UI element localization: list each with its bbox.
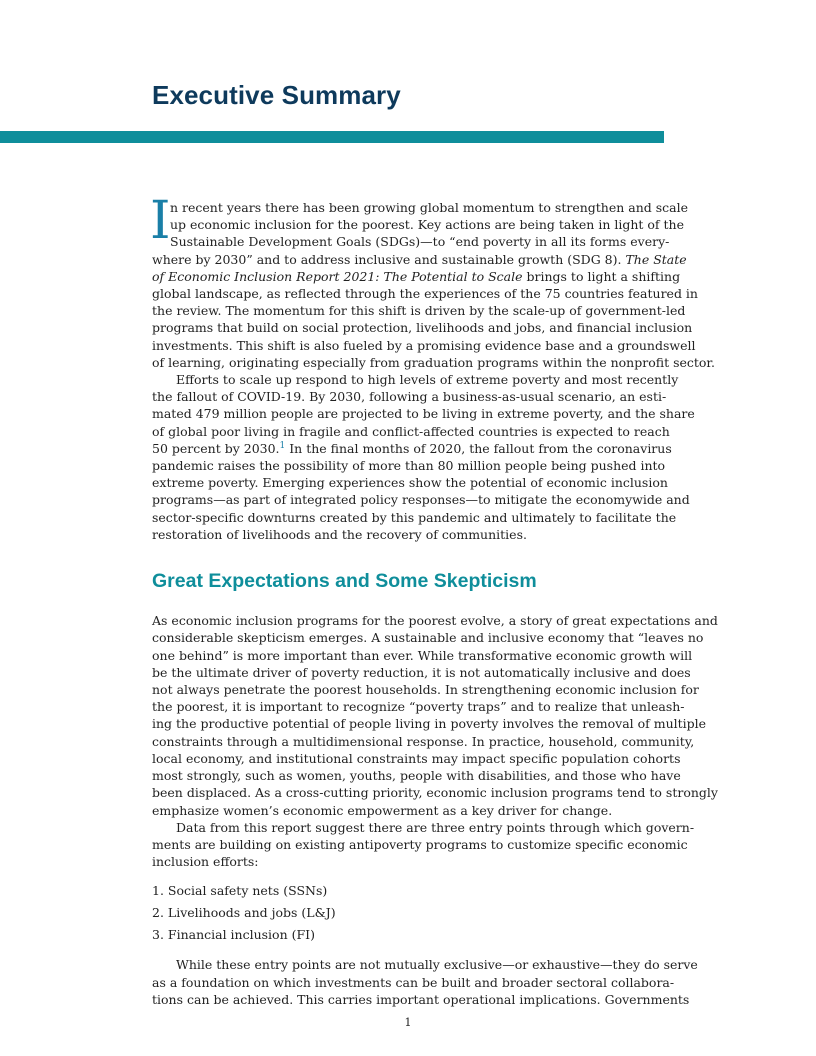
text-line: one behind” is more important than ever. While transformative economic growth will (152, 647, 693, 663)
text-line: up economic inclusion for the poorest. Key actions are being taken in light of the (170, 217, 684, 233)
text-segment: brings to light a shifting (522, 268, 681, 284)
text-line: extreme poverty. Emerging experiences show the potential of economic inclusion (152, 475, 668, 491)
text-segment: In the final months of 2020, the fallout from the coronavirus (285, 440, 672, 456)
footnote-link[interactable]: 1 (279, 440, 286, 451)
text-line: While these entry points are not mutually exclusive—or exhaustive—they do serve (176, 957, 698, 973)
intro-paragraph-1 (150, 191, 716, 371)
title-accent-bar (0, 131, 664, 143)
text-line: as a foundation on which investments can be built and broader sectoral collabora- (152, 974, 675, 990)
page-number: 1 (404, 1016, 412, 1029)
text-line: the fallout of COVID-19. By 2030, following a business-as-usual scenario, an esti- (152, 389, 667, 405)
text-line (152, 440, 672, 457)
report-title-italic: The State (625, 251, 687, 267)
intro-paragraph-2 (152, 371, 695, 543)
text-line (152, 268, 681, 285)
text-line: not always penetrate the poorest households. In strengthening economic inclusion for (152, 682, 699, 698)
text-line: Efforts to scale up respond to high levels of extreme poverty and most recently (176, 372, 679, 388)
text-line: emphasize women’s economic empowerment as a key driver for change. (152, 802, 613, 818)
text-line: local economy, and institutional constraints may impact specific population cohorts (152, 750, 681, 766)
text-line: of global poor living in fragile and conflict-affected countries is expected to reach (152, 423, 670, 439)
page-title: Executive Summary (152, 80, 401, 110)
text-line: sector-specific downturns created by this pandemic and ultimately to facilitate the (152, 509, 677, 525)
list-item: 2. Livelihoods and jobs (L&J) (152, 905, 336, 921)
text-segment: 50 percent by 2030. (152, 440, 280, 456)
text-line: been displaced. As a cross-cutting priority, economic inclusion programs tend to strongly (152, 785, 718, 801)
text-line: pandemic raises the possibility of more than 80 million people being pushed into (152, 458, 666, 474)
section-paragraph-1 (152, 612, 718, 818)
list-item: 1. Social safety nets (SSNs) (152, 883, 328, 899)
text-line: be the ultimate driver of poverty reduction, it is not automatically inclusive and does (152, 664, 691, 680)
text-line: inclusion efforts: (152, 854, 259, 870)
text-segment: where by 2030” and to address inclusive and sustainable growth (SDG 8). (152, 251, 622, 267)
text-line: ing the productive potential of people living in poverty involves the removal of multiple (152, 716, 707, 732)
entry-points-list (152, 880, 662, 946)
text-line: programs that build on social protection, livelihoods and jobs, and financial inclusion (152, 320, 693, 336)
text-line: most strongly, such as women, youths, people with disabilities, and those who have (152, 768, 681, 784)
text-line: ments are building on existing antipoverty programs to customize specific economic (152, 836, 688, 852)
text-line: programs—as part of integrated policy responses—to mitigate the economywide and (152, 492, 690, 508)
text-line: the poorest, it is important to recognize “poverty traps” and to realize that unleash- (152, 699, 685, 715)
text-line: n recent years there has been growing global momentum to strengthen and scale (170, 200, 689, 215)
text-line: restoration of livelihoods and the recovery of communities. (152, 526, 527, 542)
text-line: Sustainable Development Goals (SDGs)—to “end poverty in all its forms every- (170, 234, 670, 250)
drop-cap: I (150, 191, 171, 251)
text-line (152, 251, 687, 268)
report-title-italic: of Economic Inclusion Report 2021: The Potential to Scale (152, 268, 523, 284)
text-line: mated 479 million people are projected to be living in extreme poverty, and the share (152, 406, 695, 422)
section-heading: Great Expectations and Some Skepticism (152, 570, 537, 593)
text-line: the review. The momentum for this shift is driven by the scale-up of government-led (152, 303, 686, 319)
text-line: Data from this report suggest there are three entry points through which govern- (176, 819, 695, 835)
text-line: investments. This shift is also fueled by a promising evidence base and a groundswell (152, 337, 696, 353)
section-paragraph-3 (152, 956, 698, 1008)
main-content (150, 191, 718, 1008)
text-line: global landscape, as reflected through the experiences of the 75 countries featured in (152, 286, 698, 302)
text-line: As economic inclusion programs for the poorest evolve, a story of great expectations and (152, 613, 718, 629)
list-item: 3. Financial inclusion (FI) (152, 927, 315, 943)
text-line: considerable skepticism emerges. A sustainable and inclusive economy that “leaves no (152, 630, 704, 646)
section-paragraph-2 (152, 819, 695, 871)
text-line: of learning, originating especially from graduation programs within the nonprofit sector. (152, 354, 716, 370)
text-line: tions can be achieved. This carries important operational implications. Governments (152, 991, 690, 1007)
text-line: constraints through a multidimensional response. In practice, household, community, (152, 733, 695, 749)
